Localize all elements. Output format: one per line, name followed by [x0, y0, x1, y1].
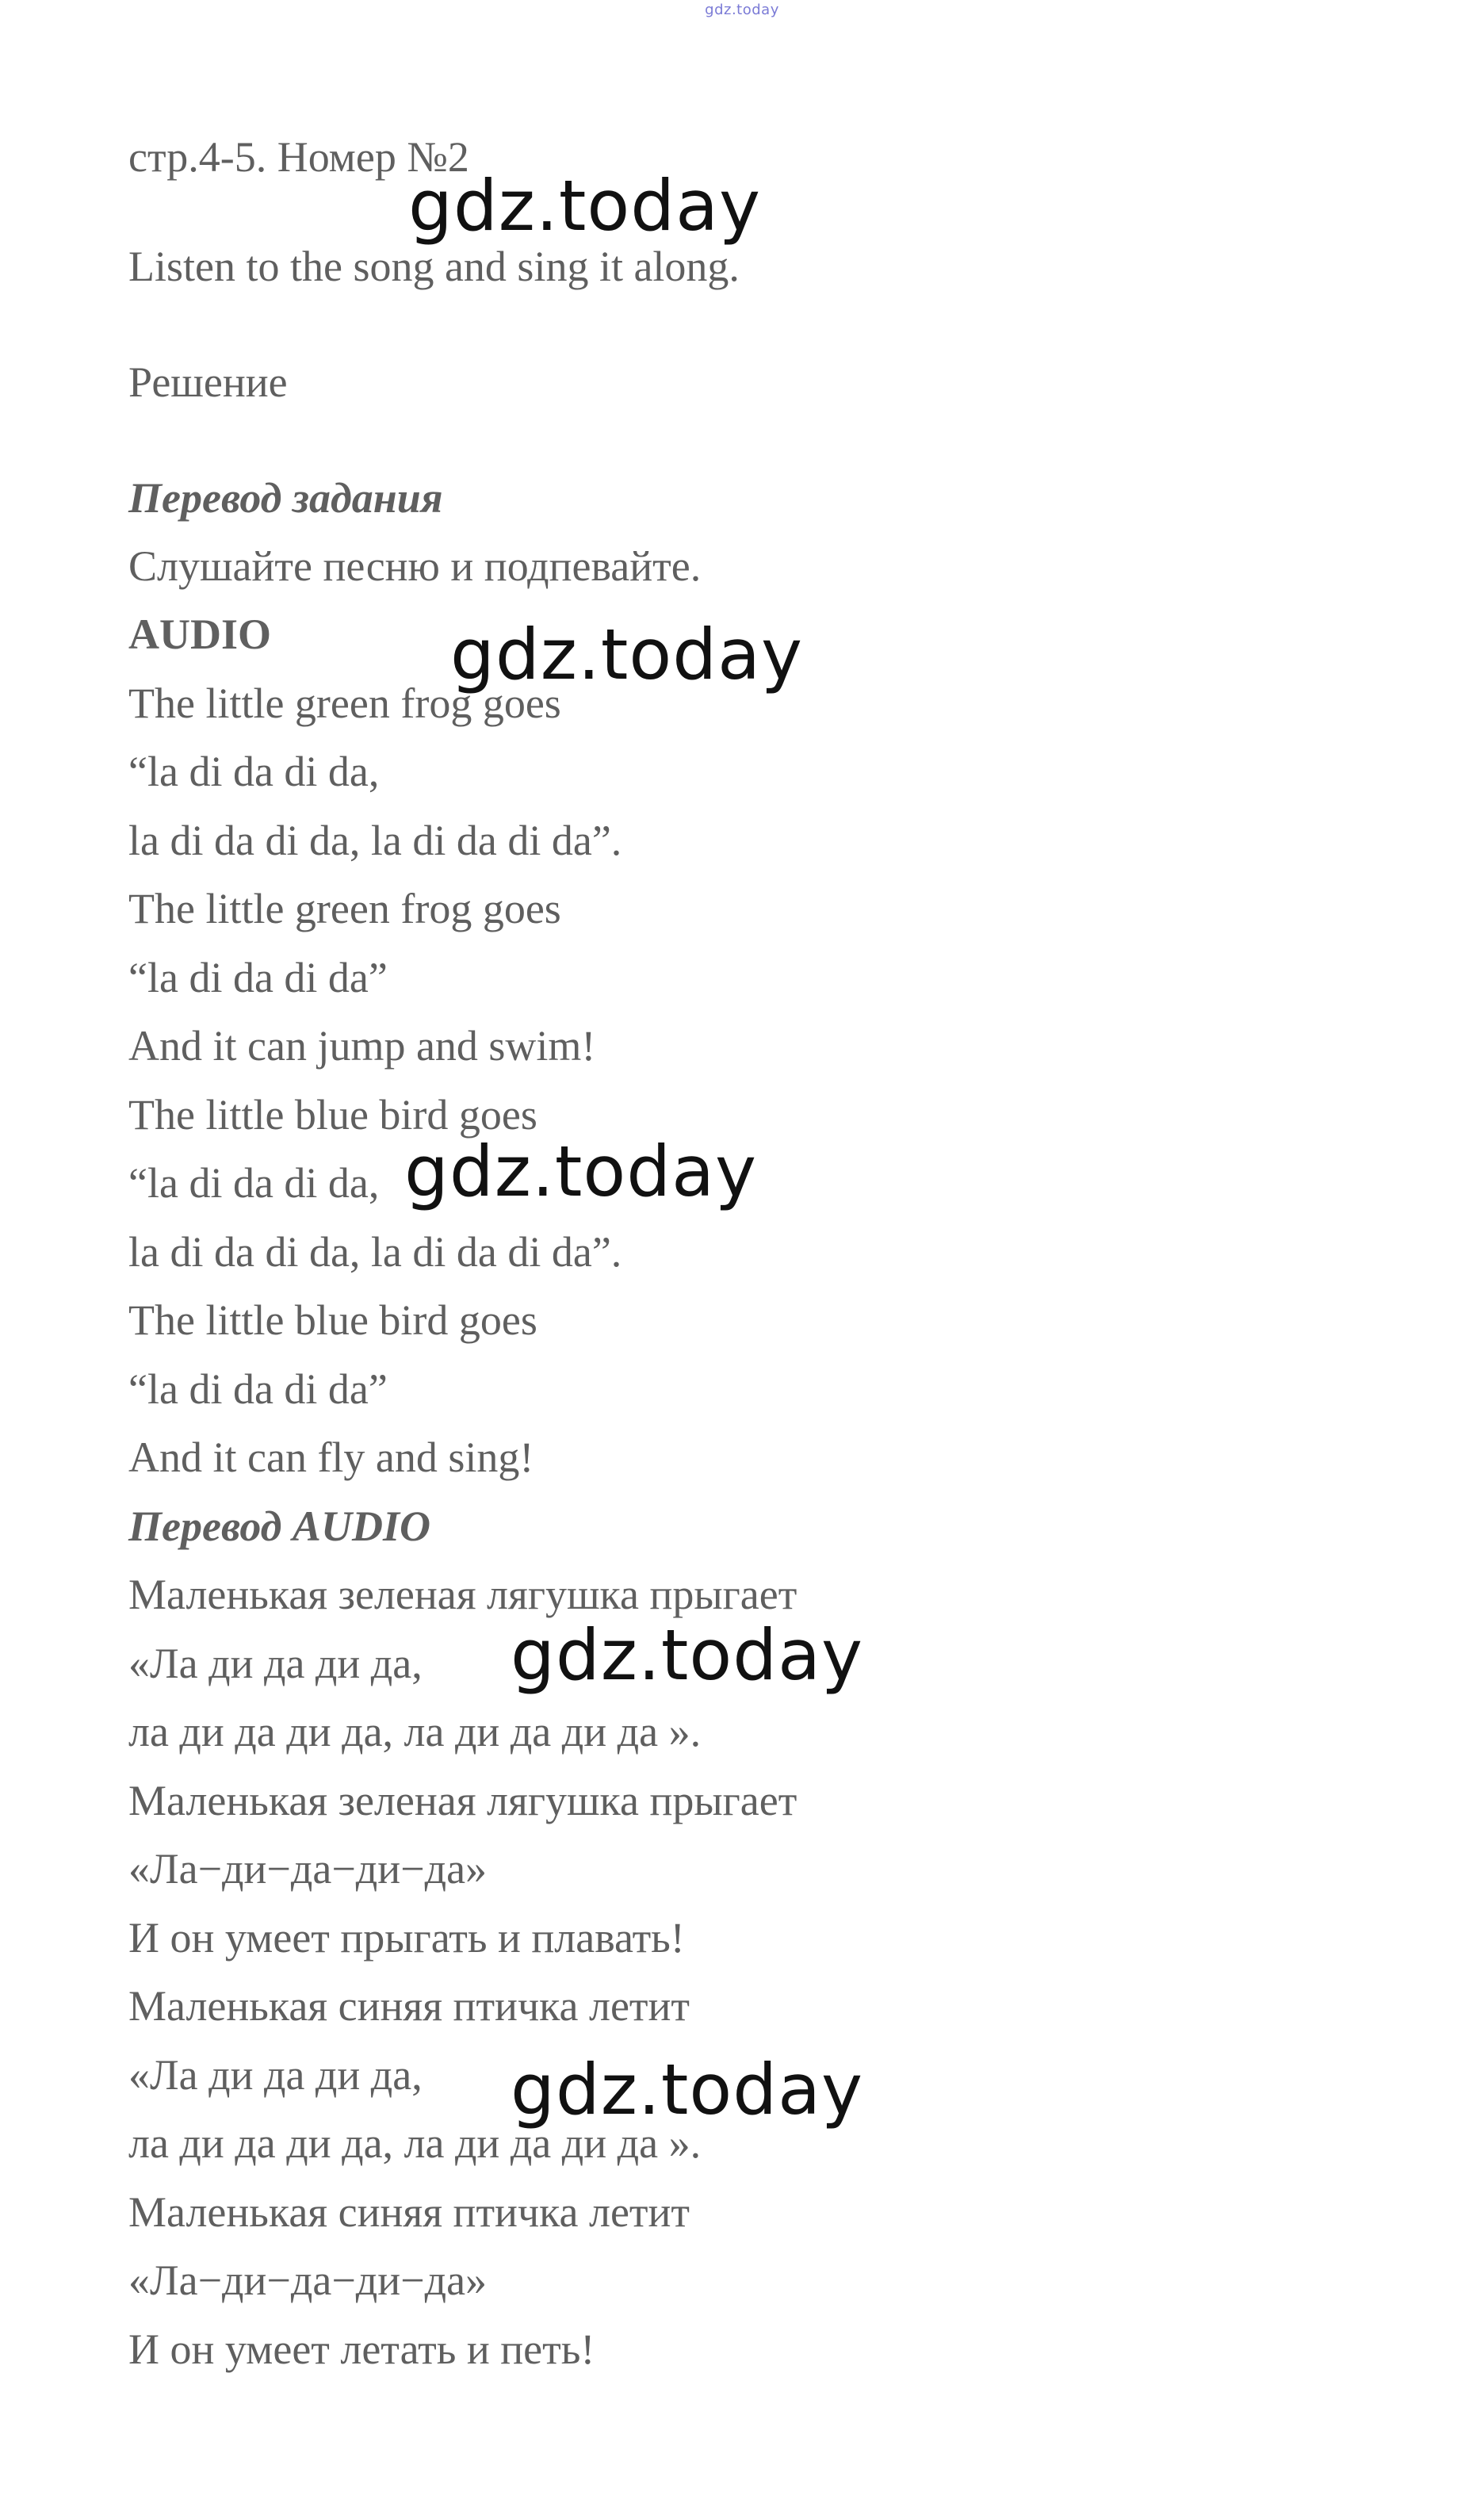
- audio-line: la di da di da, la di da di da”.: [128, 817, 622, 864]
- translation-task-text: Слушайте песню и подпевайте.: [128, 542, 702, 590]
- translation-task-label: Перевод задания: [128, 474, 443, 522]
- translation-audio-line: И он умеет летать и петь!: [128, 2325, 595, 2373]
- watermark: gdz.today: [511, 1614, 864, 1696]
- translation-audio-line: «Ла−ди−да−ди−да»: [128, 2256, 488, 2304]
- translation-audio-line: «Ла ди да ди да,: [128, 2051, 423, 2099]
- audio-line: “la di da di da”: [128, 1365, 388, 1413]
- watermark: gdz.today: [450, 614, 804, 695]
- audio-line: The little green frog goes: [128, 885, 561, 932]
- translation-audio-line: Маленькая зеленая лягушка прыгает: [128, 1777, 797, 1824]
- audio-line: The little blue bird goes: [128, 1296, 537, 1344]
- translation-audio-line: Маленькая синяя птичка летит: [128, 2188, 690, 2236]
- translation-audio-line: ла ди да ди да, ла ди да ди да ».: [128, 2119, 702, 2167]
- audio-line: “la di da di da,: [128, 748, 380, 795]
- solution-label: Решение: [128, 358, 288, 406]
- watermark: gdz.today: [408, 165, 762, 247]
- translation-audio-line: Маленькая зеленая лягушка прыгает: [128, 1571, 797, 1618]
- task-text: Listen to the song and sing it along.: [128, 243, 740, 290]
- audio-line: la di da di da, la di da di da”.: [128, 1228, 622, 1276]
- audio-line: And it can jump and swim!: [128, 1022, 596, 1070]
- audio-label: AUDIO: [128, 610, 272, 658]
- header-watermark: gdz.today: [705, 2, 779, 18]
- exercise-heading: стр.4-5. Номер №2: [128, 133, 469, 181]
- translation-audio-line: ла ди да ди да, ла ди да ди да ».: [128, 1708, 702, 1755]
- audio-line: “la di da di da”: [128, 954, 388, 1001]
- translation-audio-label: Перевод AUDIO: [128, 1502, 430, 1550]
- audio-line: And it can fly and sing!: [128, 1433, 534, 1481]
- audio-line: The little blue bird goes: [128, 1091, 537, 1139]
- audio-line: The little green frog goes: [128, 679, 561, 727]
- translation-audio-line: И он умеет прыгать и плавать!: [128, 1914, 685, 1962]
- translation-audio-line: Маленькая синяя птичка летит: [128, 1982, 690, 2030]
- watermark: gdz.today: [511, 2049, 864, 2130]
- watermark: gdz.today: [404, 1131, 758, 1212]
- translation-audio-line: «Ла−ди−да−ди−да»: [128, 1845, 488, 1893]
- audio-line: “la di da di da,: [128, 1159, 380, 1207]
- translation-audio-line: «Ла ди да ди да,: [128, 1640, 423, 1687]
